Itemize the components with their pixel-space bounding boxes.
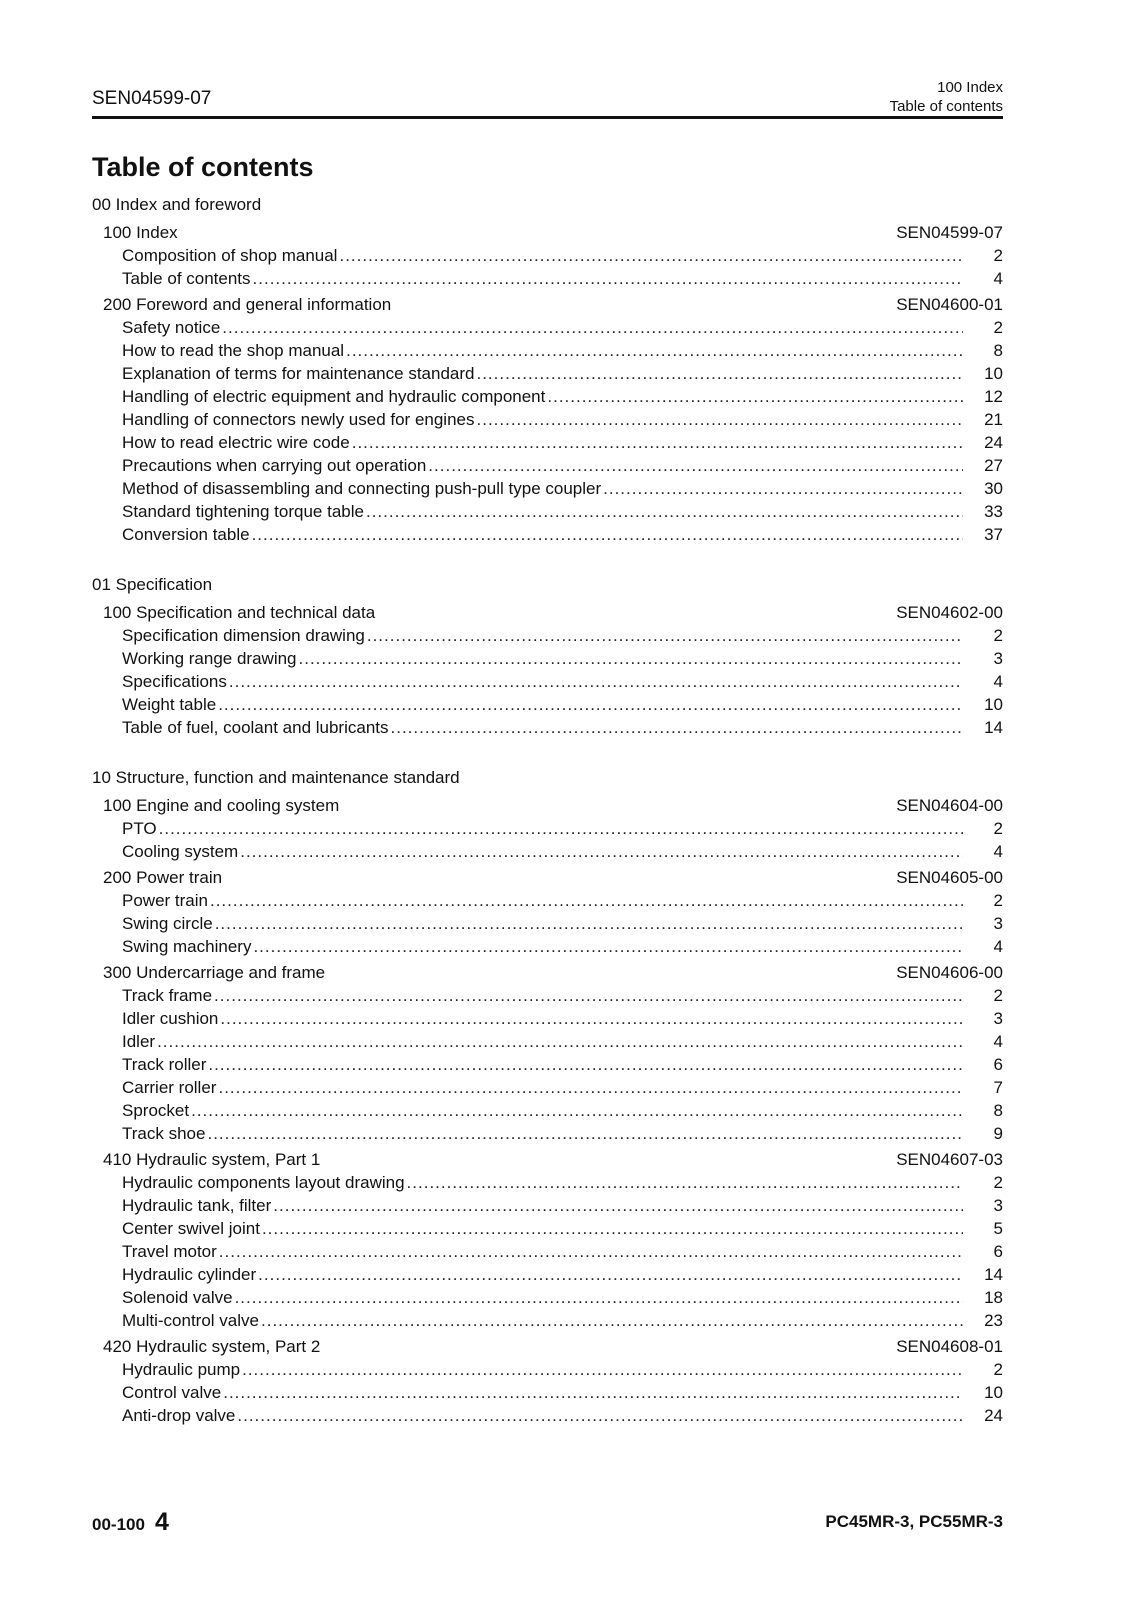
section-title: 300 Undercarriage and frame [103, 963, 326, 982]
entry-page-number: 3 [993, 1009, 1003, 1028]
dot-leader [253, 267, 963, 290]
entry-title: Track frame [122, 986, 213, 1005]
entry-page-number: 3 [993, 914, 1003, 933]
entry-page-number: 14 [984, 718, 1003, 737]
running-header [890, 78, 1003, 116]
toc-entry[interactable] [92, 244, 1003, 267]
dot-leader [223, 1381, 963, 1404]
entry-page-number: 3 [993, 649, 1003, 668]
dot-leader [207, 1122, 963, 1145]
entry-page-number: 37 [984, 525, 1003, 544]
toc-entry[interactable] [92, 840, 1003, 863]
entry-title: Idler [122, 1032, 156, 1051]
entry-title: Track roller [122, 1055, 207, 1074]
toc-entry[interactable] [92, 1076, 1003, 1099]
section-row[interactable] [92, 791, 1003, 817]
entry-title: Carrier roller [122, 1078, 217, 1097]
entry-page-number: 21 [984, 410, 1003, 429]
entry-title: Specification dimension drawing [122, 626, 365, 645]
entry-page-number: 10 [984, 1383, 1003, 1402]
section-title: 200 Foreword and general information [103, 295, 392, 314]
section-code: SEN04607-03 [896, 1150, 1003, 1169]
toc-entry[interactable] [92, 454, 1003, 477]
entry-title: Table of fuel, coolant and lubricants [122, 718, 389, 737]
entry-page-number: 33 [984, 502, 1003, 521]
dot-leader [222, 316, 963, 339]
section-row[interactable] [92, 1145, 1003, 1171]
entry-title: Table of contents [122, 269, 251, 288]
entry-title: Control valve [122, 1383, 222, 1402]
header-section: 100 Index [937, 79, 1003, 96]
page-title: Table of contents [92, 152, 314, 182]
footer-page-number: 4 [154, 1508, 169, 1536]
entry-title: Handling of connectors newly used for engines [122, 410, 475, 429]
toc-part [92, 192, 1003, 546]
entry-title: Method of disassembling and connecting push-pull type coupler [122, 479, 602, 498]
toc-entry[interactable] [92, 1286, 1003, 1309]
dot-leader [391, 716, 963, 739]
dot-leader [299, 647, 964, 670]
section-row[interactable] [92, 218, 1003, 244]
toc-entry[interactable] [92, 1194, 1003, 1217]
entry-page-number: 2 [993, 1360, 1003, 1379]
entry-page-number: 6 [993, 1242, 1003, 1261]
entry-page-number: 4 [993, 842, 1003, 861]
entry-page-number: 5 [993, 1219, 1003, 1238]
dot-leader [603, 477, 963, 500]
entry-title: Hydraulic components layout drawing [122, 1173, 405, 1192]
entry-page-number: 12 [984, 387, 1003, 406]
section-row[interactable] [92, 958, 1003, 984]
footer-page-ref [92, 1508, 169, 1537]
entry-page-number: 2 [993, 318, 1003, 337]
dot-leader [428, 454, 963, 477]
toc-entry[interactable] [92, 385, 1003, 408]
entry-title: How to read the shop manual [122, 341, 345, 360]
dot-leader [229, 670, 963, 693]
toc-entry[interactable] [92, 1381, 1003, 1404]
dot-leader [407, 1171, 963, 1194]
dot-leader [157, 1030, 963, 1053]
section-title: 100 Index [103, 223, 178, 242]
toc-part [92, 572, 1003, 739]
toc-entry[interactable] [92, 431, 1003, 454]
toc-entry[interactable] [92, 716, 1003, 739]
dot-leader [273, 1194, 963, 1217]
toc-entry[interactable] [92, 316, 1003, 339]
entry-title: Cooling system [122, 842, 239, 861]
entry-page-number: 2 [993, 986, 1003, 1005]
toc-entry[interactable] [92, 1404, 1003, 1427]
dot-leader [253, 935, 963, 958]
dot-leader [352, 431, 963, 454]
toc-entry[interactable] [92, 1358, 1003, 1381]
dot-leader [477, 408, 964, 431]
toc-entry[interactable] [92, 1263, 1003, 1286]
toc-entry[interactable] [92, 1053, 1003, 1076]
dot-leader [252, 523, 963, 546]
toc-entry[interactable] [92, 889, 1003, 912]
section-title: 100 Engine and cooling system [103, 796, 340, 815]
entry-title: Handling of electric equipment and hydraulic component [122, 387, 546, 406]
dot-leader [476, 362, 963, 385]
dot-leader [237, 1404, 963, 1427]
dot-leader [367, 624, 963, 647]
entry-page-number: 2 [993, 819, 1003, 838]
toc-entry[interactable] [92, 1030, 1003, 1053]
entry-title: Power train [122, 891, 208, 910]
dot-leader [218, 693, 963, 716]
entry-page-number: 14 [984, 1265, 1003, 1284]
dot-leader [191, 1099, 963, 1122]
entry-page-number: 18 [984, 1288, 1003, 1307]
entry-page-number: 27 [984, 456, 1003, 475]
header-divider [92, 116, 1003, 119]
entry-title: How to read electric wire code [122, 433, 350, 452]
entry-title: Hydraulic cylinder [122, 1265, 257, 1284]
toc-entry[interactable] [92, 267, 1003, 290]
toc-entry[interactable] [92, 362, 1003, 385]
entry-title: Composition of shop manual [122, 246, 338, 265]
entry-title: Working range drawing [122, 649, 297, 668]
section-code: SEN04602-00 [896, 603, 1003, 622]
dot-leader [261, 1309, 963, 1332]
toc-entry[interactable] [92, 500, 1003, 523]
entry-page-number: 4 [993, 269, 1003, 288]
toc-entry[interactable] [92, 647, 1003, 670]
dot-leader [346, 339, 963, 362]
entry-page-number: 9 [993, 1124, 1003, 1143]
dot-leader [220, 1007, 963, 1030]
entry-title: Travel motor [122, 1242, 217, 1261]
section-title: 100 Specification and technical data [103, 603, 376, 622]
dot-leader [210, 889, 963, 912]
section-row[interactable] [92, 598, 1003, 624]
entry-title: Idler cushion [122, 1009, 219, 1028]
entry-title: Track shoe [122, 1124, 206, 1143]
dot-leader [547, 385, 963, 408]
entry-title: Specifications [122, 672, 227, 691]
dot-leader [339, 244, 963, 267]
entry-title: Conversion table [122, 525, 250, 544]
dot-leader [235, 1286, 963, 1309]
section-title: 420 Hydraulic system, Part 2 [103, 1337, 321, 1356]
entry-page-number: 8 [993, 341, 1003, 360]
entry-title: Hydraulic tank, filter [122, 1196, 272, 1215]
section-row[interactable] [92, 863, 1003, 889]
entry-title: Swing machinery [122, 937, 252, 956]
dot-leader [240, 840, 963, 863]
entry-title: Standard tightening torque table [122, 502, 364, 521]
entry-title: Safety notice [122, 318, 221, 337]
toc-entry[interactable] [92, 339, 1003, 362]
toc-entry[interactable] [92, 1171, 1003, 1194]
entry-page-number: 6 [993, 1055, 1003, 1074]
toc-entry[interactable] [92, 1217, 1003, 1240]
header-subsection: Table of contents [889, 98, 1003, 115]
toc-entry[interactable] [92, 408, 1003, 431]
table-of-contents [92, 192, 1003, 1453]
toc-entry[interactable] [92, 935, 1003, 958]
footer-section-code: 00-100 [92, 1515, 145, 1534]
toc-entry[interactable] [92, 817, 1003, 840]
entry-page-number: 8 [993, 1101, 1003, 1120]
entry-page-number: 10 [984, 364, 1003, 383]
entry-title: Explanation of terms for maintenance standard [122, 364, 475, 383]
toc-entry[interactable] [92, 984, 1003, 1007]
entry-title: Anti-drop valve [122, 1406, 236, 1425]
entry-page-number: 2 [993, 246, 1003, 265]
toc-part [92, 765, 1003, 1427]
entry-page-number: 24 [984, 433, 1003, 452]
entry-title: Sprocket [122, 1101, 190, 1120]
dot-leader [215, 912, 963, 935]
section-code: SEN04608-01 [896, 1337, 1003, 1356]
section-row[interactable] [92, 290, 1003, 316]
toc-entry[interactable] [92, 1240, 1003, 1263]
section-code: SEN04606-00 [896, 963, 1003, 982]
entry-page-number: 4 [993, 1032, 1003, 1051]
dot-leader [262, 1217, 963, 1240]
toc-entry[interactable] [92, 1309, 1003, 1332]
toc-entry[interactable] [92, 477, 1003, 500]
entry-page-number: 2 [993, 1173, 1003, 1192]
section-title: 200 Power train [103, 868, 223, 887]
entry-title: PTO [122, 819, 157, 838]
dot-leader [218, 1076, 963, 1099]
entry-title: Hydraulic pump [122, 1360, 241, 1379]
dot-leader [214, 984, 963, 1007]
dot-leader [366, 500, 963, 523]
document-code: SEN04599-07 [92, 88, 212, 109]
entry-page-number: 3 [993, 1196, 1003, 1215]
entry-page-number: 24 [984, 1406, 1003, 1425]
entry-title: Weight table [122, 695, 217, 714]
dot-leader [208, 1053, 963, 1076]
footer-models: PC45MR-3, PC55MR-3 [825, 1512, 1003, 1531]
dot-leader [159, 817, 963, 840]
toc-entry[interactable] [92, 1007, 1003, 1030]
entry-page-number: 2 [993, 891, 1003, 910]
toc-entry[interactable] [92, 693, 1003, 716]
section-title: 410 Hydraulic system, Part 1 [103, 1150, 321, 1169]
section-code: SEN04605-00 [896, 868, 1003, 887]
entry-page-number: 7 [993, 1078, 1003, 1097]
part-title: 10 Structure, function and maintenance standard [92, 768, 460, 787]
entry-title: Swing circle [122, 914, 213, 933]
toc-entry[interactable] [92, 670, 1003, 693]
part-title: 01 Specification [92, 575, 213, 594]
toc-entry[interactable] [92, 523, 1003, 546]
toc-entry[interactable] [92, 912, 1003, 935]
entry-page-number: 2 [993, 626, 1003, 645]
part-title: 00 Index and foreword [92, 195, 262, 214]
entry-title: Precautions when carrying out operation [122, 456, 427, 475]
entry-title: Multi-control valve [122, 1311, 259, 1330]
entry-page-number: 30 [984, 479, 1003, 498]
entry-page-number: 4 [993, 672, 1003, 691]
section-code: SEN04599-07 [896, 223, 1003, 242]
dot-leader [258, 1263, 963, 1286]
dot-leader [219, 1240, 963, 1263]
toc-entry[interactable] [92, 624, 1003, 647]
toc-entry[interactable] [92, 1099, 1003, 1122]
entry-title: Solenoid valve [122, 1288, 233, 1307]
entry-page-number: 4 [993, 937, 1003, 956]
entry-page-number: 23 [984, 1311, 1003, 1330]
section-code: SEN04604-00 [896, 796, 1003, 815]
dot-leader [242, 1358, 963, 1381]
entry-page-number: 10 [984, 695, 1003, 714]
entry-title: Center swivel joint [122, 1219, 260, 1238]
toc-entry[interactable] [92, 1122, 1003, 1145]
section-row[interactable] [92, 1332, 1003, 1358]
section-code: SEN04600-01 [896, 295, 1003, 314]
